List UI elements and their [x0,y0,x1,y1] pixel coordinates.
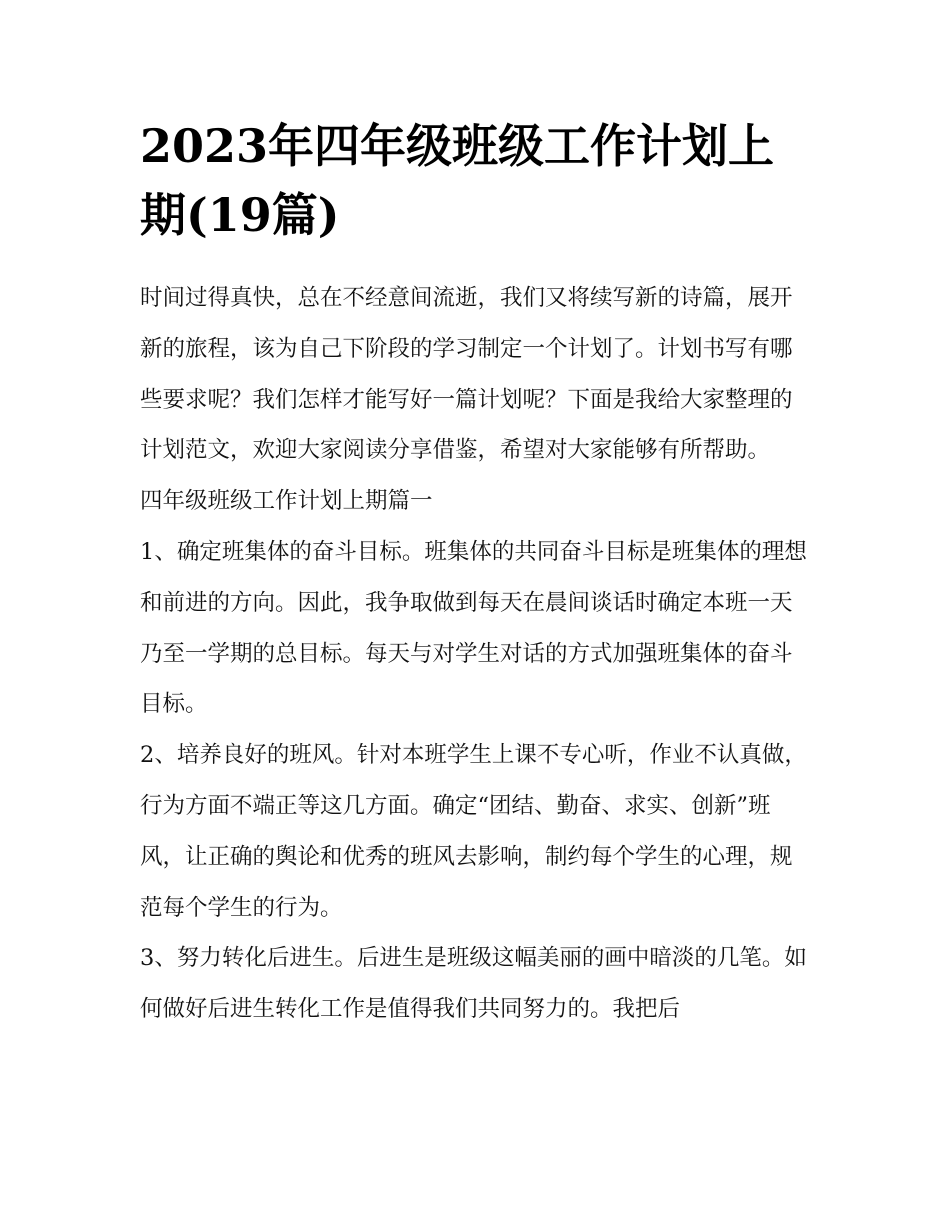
paragraph-item-2: 2、培养良好的班风。针对本班学生上课不专心听，作业不认真做，行为方面不端正等这几方面。确定“团结、勤奋、求实、创新”班风，让正确的舆论和优秀的班风去影响，制约每个学生的心理，规范每个学生的行为。 [140,742,807,921]
document-title: 2023年四年级班级工作计划上期(19篇) [140,119,775,242]
paragraph-item-1: 1、确定班集体的奋斗目标。班集体的共同奋斗目标是班集体的理想和前进的方向。因此，我争取做到每天在晨间谈话时确定本班一天乃至一学期的总目标。每天与对学生对话的方式加强班集体的奋斗目标。 [140,538,807,718]
section-heading: 四年级班级工作计划上期篇一 [140,488,433,515]
intro-paragraph: 时间过得真快，总在不经意间流逝，我们又将续写新的诗篇，展开新的旅程，该为自己下阶段的学习制定一个计划了。计划书写有哪些要求呢？我们怎样才能写好一篇计划呢？下面是我给大家整理的计划范文，欢迎大家阅读分享借鉴，希望对大家能够有所帮助。 [140,285,793,464]
document-body [140,112,812,1035]
paragraph-item-3: 3、努力转化后进生。后进生是班级这幅美丽的画中暗淡的几笔。如何做好后进生转化工作是值得我们共同努力的。我把后 [140,945,807,1023]
